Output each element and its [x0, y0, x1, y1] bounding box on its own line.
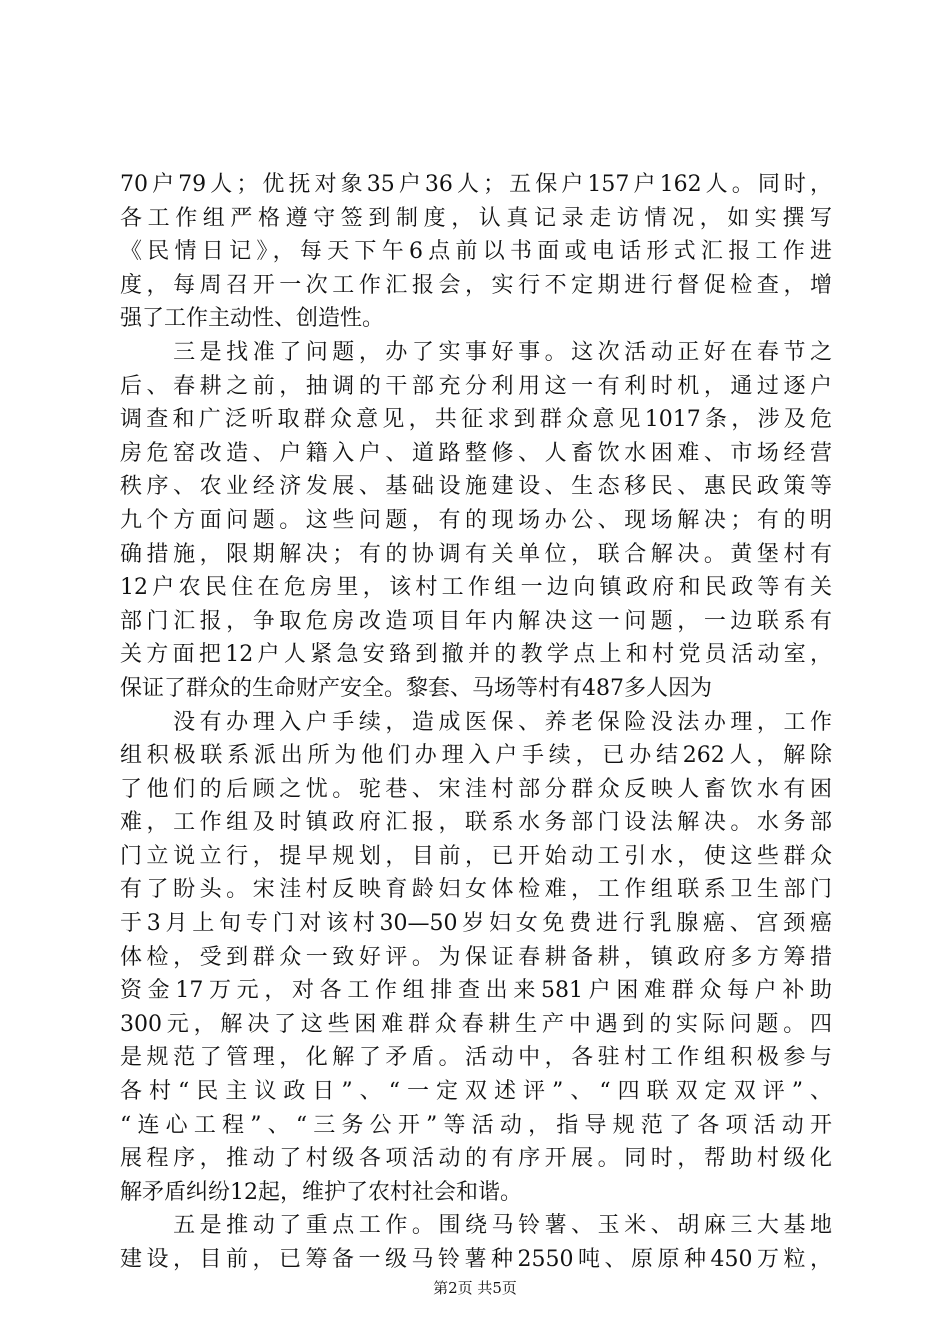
text-line: 九个方面问题。这些问题，有的现场办公、现场解决；有的明	[120, 507, 832, 533]
text-line: 没有办理入户手续，造成医保、养老保险没法办理，工作	[120, 709, 832, 735]
text-line: 建设，目前，已筹备一级马铃薯种2550吨、原原种450万粒，	[120, 1247, 832, 1272]
text-line: 《民情日记》，每天下午6点前以书面或电话形式汇报工作进	[120, 239, 832, 265]
text-line: 是规范了管理，化解了矛盾。活动中，各驻村工作组积极参与	[120, 1045, 832, 1071]
text-line: 展程序，推动了村级各项活动的有序开展。同时，帮助村级化	[120, 1146, 832, 1172]
text-line: “连心工程”、“三务公开”等活动，指导规范了各项活动开	[120, 1112, 832, 1138]
text-line: 300元，解决了这些困难群众春耕生产中遇到的实际问题。四	[120, 1011, 832, 1037]
text-line: 确措施，限期解决；有的协调有关单位，联合解决。黄堡村有	[120, 541, 832, 567]
text-line: 房危窑改造、户籍入户、道路整修、人畜饮水困难、市场经营	[120, 440, 832, 466]
text-line: 调查和广泛听取群众意见，共征求到群众意见1017条，涉及危	[120, 407, 832, 433]
text-line: 解矛盾纠纷12起，维护了农村社会和谐。	[120, 1179, 522, 1205]
text-line: 各村“民主议政日”、“一定双述评”、“四联双定双评”、	[120, 1079, 832, 1105]
text-line: 有了盼头。宋洼村反映育龄妇女体检难，工作组联系卫生部门	[120, 877, 832, 903]
text-line: 度，每周召开一次工作汇报会，实行不定期进行督促检查，增	[120, 272, 832, 298]
text-line: 保证了群众的生命财产安全。黎套、马场等村有487多人因为	[120, 675, 712, 701]
text-line: 组积极联系派出所为他们办理入户手续，已办结262人，解除	[120, 743, 832, 769]
text-line: 关方面把12户人紧急安臵到撤并的教学点上和村党员活动室，	[120, 642, 832, 668]
text-line: 各工作组严格遵守签到制度，认真记录走访情况，如实撰写	[120, 205, 832, 231]
text-line: 70户79人；优抚对象35户36人；五保户157户162人。同时，	[120, 172, 832, 197]
text-line: 三是找准了问题，办了实事好事。这次活动正好在春节之	[120, 339, 832, 365]
text-line: 部门汇报，争取危房改造项目年内解决这一问题，一边联系有	[120, 608, 832, 634]
text-line: 12户农民住在危房里，该村工作组一边向镇政府和民政等有关	[120, 575, 832, 601]
text-line: 资金17万元，对各工作组排查出来581户困难群众每户补助	[120, 978, 832, 1004]
text-line: 后、春耕之前，抽调的干部充分利用这一有利时机，通过逐户	[120, 373, 832, 399]
page-footer	[0, 1278, 950, 1298]
text-line: 于3月上旬专门对该村30—50岁妇女免费进行乳腺癌、宫颈癌	[120, 911, 832, 937]
text-line: 了他们的后顾之忧。驼巷、宋洼村部分群众反映人畜饮水有困	[120, 776, 832, 802]
text-line: 门立说立行，提早规划，目前，已开始动工引水，使这些群众	[120, 843, 832, 869]
text-line: 秩序、农业经济发展、基础设施建设、生态移民、惠民政策等	[120, 474, 832, 500]
text-line: 强了工作主动性、创造性。	[120, 306, 385, 332]
text-line: 体检，受到群众一致好评。为保证春耕备耕，镇政府多方筹措	[120, 944, 832, 970]
document-body	[120, 168, 832, 1277]
page-number-label: 第2页 共5页	[433, 1279, 517, 1297]
text-line: 难，工作组及时镇政府汇报，联系水务部门设法解决。水务部	[120, 810, 832, 836]
text-line: 五是推动了重点工作。围绕马铃薯、玉米、胡麻三大基地	[120, 1213, 832, 1239]
